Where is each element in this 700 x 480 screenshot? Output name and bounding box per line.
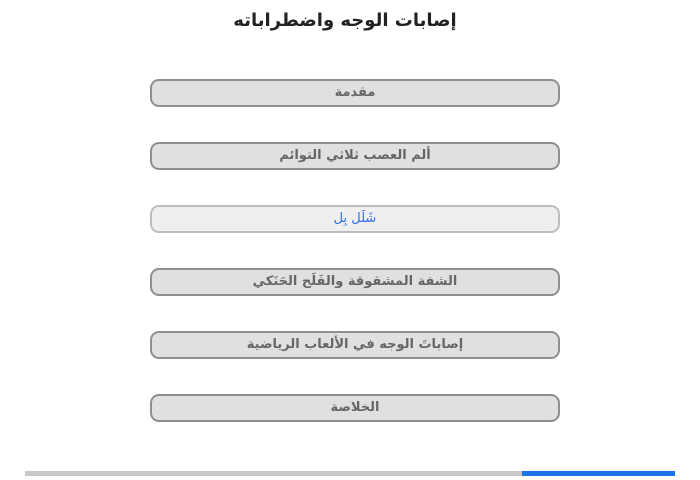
menu-item-sports-facial-injuries[interactable]: إصاباتَ الوجه في الألعاب الرياضية [150,331,560,359]
menu-item-introduction[interactable]: مقدمة [150,79,560,107]
progress-bar-fill [522,471,675,476]
menu-item-cleft-lip-palate[interactable]: الشفة المشقوقة والفَلَح الحَنَكي [150,268,560,296]
menu-item-summary[interactable]: الخلاصة [150,394,560,422]
topic-menu [150,79,560,457]
page-title: إصابات الوجه واضطراباته [233,10,457,31]
progress-bar [25,471,675,476]
menu-item-bells-palsy[interactable]: شَلَل بِل [150,205,560,233]
menu-item-trigeminal-neuralgia[interactable]: ألم العصب ثلاثي التوائم [150,142,560,170]
